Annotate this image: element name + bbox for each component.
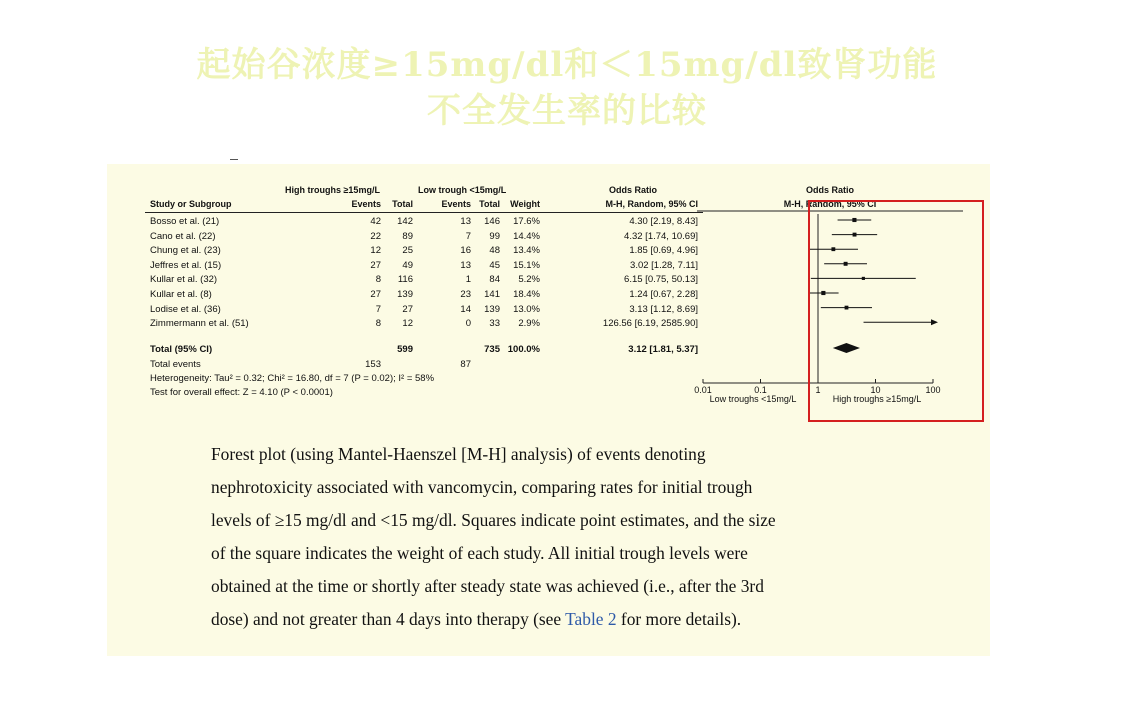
caption-line: of the square indicates the weight of each study. All initial trough levels were	[211, 543, 748, 563]
weight: 17.6%	[513, 216, 540, 227]
events-high: 22	[370, 230, 381, 242]
figure-caption	[211, 438, 901, 636]
caption-line	[211, 603, 901, 636]
overall-effect-row	[145, 387, 705, 400]
events-high: 7	[375, 303, 381, 315]
events-high: 12	[370, 245, 381, 257]
study-name: Zimmermann et al. (51)	[150, 318, 249, 330]
x-tick-label: 1	[815, 385, 821, 395]
caption-line: levels of ≥15 mg/dl and <15 mg/dl. Squares indicate point estimates, and the size	[211, 510, 776, 530]
plot-label-left: Low troughs <15mg/L	[709, 394, 797, 404]
group-low-label: Low trough <15mg/L	[418, 185, 507, 195]
overall-effect-text: Test for overall effect: Z = 4.10 (P < 0.0001)	[150, 387, 333, 398]
weight: 5.2%	[518, 274, 540, 286]
plot-label-right: High troughs ≥15mg/L	[832, 394, 922, 404]
events-low: 7	[465, 230, 471, 242]
table-2-link[interactable]: Table 2	[565, 609, 617, 629]
table-row	[145, 318, 705, 331]
total-low: 33	[489, 318, 500, 330]
weight: 18.4%	[513, 289, 540, 300]
x-tick-label: 0.01	[694, 385, 712, 395]
study-name: Kullar et al. (8)	[150, 289, 212, 300]
figure-panel	[107, 164, 990, 656]
x-tick-label: 100	[925, 385, 941, 395]
events-high: 8	[375, 274, 381, 286]
study-name: Chung et al. (23)	[150, 245, 221, 257]
total-events-low: 87	[460, 359, 471, 370]
weight: 14.4%	[513, 230, 540, 242]
events-high: 27	[370, 259, 381, 271]
total-events-label: Total events	[150, 359, 201, 370]
odds-ratio-ci: 4.32 [1.74, 10.69]	[624, 230, 698, 242]
or-header: Odds Ratio	[609, 185, 658, 195]
col-total-high: Total	[392, 199, 413, 209]
total-low: 45	[489, 259, 500, 271]
divider-mark	[230, 159, 238, 160]
caption-line: Forest plot (using Mantel-Haenszel [M-H] analysis) of events denoting	[211, 444, 706, 464]
total-high: 89	[402, 230, 413, 242]
total-low: 48	[489, 245, 500, 257]
table-row	[145, 304, 705, 317]
weight: 15.1%	[513, 259, 540, 271]
col-events-low: Events	[441, 199, 471, 209]
col-weight: Weight	[510, 199, 540, 209]
odds-ratio-ci: 4.30 [2.19, 8.43]	[629, 216, 698, 227]
total-low: 146	[484, 216, 500, 227]
table-group-header	[145, 185, 705, 198]
events-low: 23	[460, 289, 471, 300]
title-line-1: 起始谷浓度≥15mg/dl和＜15mg/dl致肾功能	[196, 45, 938, 85]
weight: 13.4%	[513, 245, 540, 257]
total-low: 139	[484, 303, 500, 315]
table-row	[145, 289, 705, 302]
weight: 2.9%	[518, 318, 540, 330]
caption-text: dose) and not greater than 4 days into therapy (see	[211, 609, 566, 629]
table-column-header	[145, 199, 705, 212]
heterogeneity-text: Heterogeneity: Tau² = 0.32; Chi² = 16.80, df = 7 (P = 0.02); I² = 58%	[150, 373, 435, 384]
total-low-total: 735	[484, 344, 500, 355]
total-high: 25	[402, 245, 413, 257]
total-high-total: 599	[397, 344, 413, 355]
odds-ratio-ci: 1.24 [0.67, 2.28]	[629, 289, 698, 300]
col-study: Study or Subgroup	[150, 199, 232, 209]
title-line-2: 不全发生率的比较	[427, 91, 707, 131]
col-total-low: Total	[479, 199, 500, 209]
total-high: 116	[397, 274, 413, 286]
group-high-label: High troughs ≥15mg/L	[285, 185, 380, 195]
total-or: 3.12 [1.81, 5.37]	[628, 344, 698, 355]
table-row	[145, 260, 705, 273]
total-events-row	[145, 359, 705, 372]
study-name: Kullar et al. (32)	[150, 274, 218, 286]
caption-line: obtained at the time or shortly after steady state was achieved (i.e., after the 3rd	[211, 576, 764, 596]
col-events-high: Events	[351, 199, 381, 209]
events-low: 13	[460, 259, 471, 271]
events-low: 13	[460, 216, 471, 227]
events-low: 0	[465, 318, 471, 330]
events-low: 1	[465, 274, 471, 286]
study-name: Cano et al. (22)	[150, 230, 216, 242]
col-method: M-H, Random, 95% CI	[605, 199, 698, 209]
slide-title	[0, 42, 1134, 134]
odds-ratio-ci: 6.15 [0.75, 50.13]	[624, 274, 698, 286]
total-high: 142	[397, 216, 413, 227]
caption-text: for more details).	[616, 609, 742, 629]
events-high: 42	[370, 216, 381, 227]
odds-ratio-ci: 126.56 [6.19, 2585.90]	[602, 318, 698, 330]
odds-ratio-ci: 1.85 [0.69, 4.96]	[629, 245, 698, 257]
x-tick-label: 0.1	[754, 385, 767, 395]
total-low: 84	[489, 274, 500, 286]
table-row	[145, 274, 705, 287]
study-name: Jeffres et al. (15)	[150, 259, 222, 271]
table-row	[145, 245, 705, 258]
plot-header: Odds Ratio	[805, 185, 855, 195]
total-low: 99	[489, 230, 500, 242]
total-low: 141	[484, 289, 500, 300]
total-events-high: 153	[365, 359, 381, 370]
total-high: 139	[397, 289, 413, 300]
caption-line: nephrotoxicity associated with vancomycin, comparing rates for initial trough	[211, 477, 753, 497]
heterogeneity-row	[145, 373, 705, 386]
events-low: 14	[460, 303, 471, 315]
header-rule	[145, 212, 703, 213]
events-low: 16	[460, 245, 471, 257]
total-high: 12	[402, 318, 413, 330]
highlight-box	[808, 200, 984, 422]
study-name: Lodise et al. (36)	[150, 303, 221, 315]
table-row	[145, 231, 705, 244]
table-row	[145, 216, 705, 229]
total-row	[145, 344, 705, 357]
study-name: Bosso et al. (21)	[150, 216, 220, 227]
x-tick-label: 10	[870, 385, 881, 395]
events-high: 27	[370, 289, 381, 300]
total-label: Total (95% CI)	[150, 344, 213, 355]
plot-subheader: M-H, Random, 95% CI	[783, 199, 877, 209]
total-high: 49	[402, 259, 413, 271]
odds-ratio-ci: 3.13 [1.12, 8.69]	[629, 303, 698, 315]
total-high: 27	[402, 303, 413, 315]
odds-ratio-ci: 3.02 [1.28, 7.11]	[630, 259, 698, 271]
events-high: 8	[375, 318, 381, 330]
total-weight: 100.0%	[507, 344, 540, 355]
weight: 13.0%	[513, 303, 540, 315]
